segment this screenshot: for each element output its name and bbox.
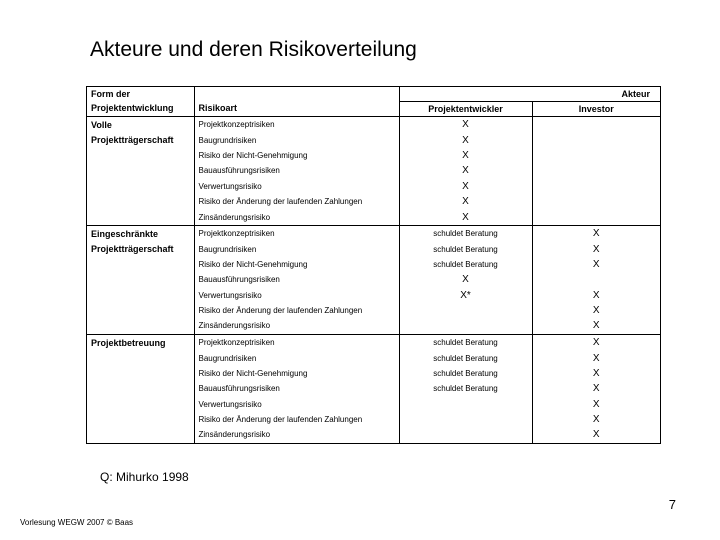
group-label-line1: Eingeschränkte [87, 226, 194, 242]
projektentwickler-cell: X [399, 179, 532, 194]
header-investor: Investor [532, 102, 660, 117]
projektentwickler-cell: schuldet Beratung [399, 366, 532, 381]
risk-type-cell: Projektkonzeptrisiken [194, 335, 399, 351]
table-row [87, 164, 660, 179]
risk-type-cell: Zinsänderungsrisiko [194, 428, 399, 443]
table-row [87, 210, 660, 226]
investor-cell [532, 210, 660, 226]
table-row [87, 319, 660, 335]
investor-cell [532, 148, 660, 163]
investor-cell: X [532, 319, 660, 335]
header-form-line1: Form der [91, 88, 131, 99]
investor-cell [532, 194, 660, 209]
slide-title: Akteure und deren Risikoverteilung [90, 38, 417, 61]
table-row [87, 412, 660, 427]
investor-cell [532, 164, 660, 179]
investor-cell: X [532, 288, 660, 303]
header-form-line2: Projektentwicklung [91, 103, 174, 114]
investor-cell [532, 117, 660, 133]
risk-type-cell: Risiko der Änderung der laufenden Zahlungen [194, 412, 399, 427]
page-number: 7 [668, 497, 676, 512]
table-row [87, 133, 660, 148]
risk-type-cell: Baugrundrisiken [194, 351, 399, 366]
projektentwickler-cell: schuldet Beratung [399, 382, 532, 397]
risk-type-cell: Baugrundrisiken [194, 242, 399, 257]
risk-type-cell: Verwertungsrisiko [194, 397, 399, 412]
table-row [87, 397, 660, 412]
table-row [87, 179, 660, 194]
projektentwickler-cell: X [399, 164, 532, 179]
header-row-1 [87, 87, 660, 102]
table-row [87, 303, 660, 318]
projektentwickler-cell [399, 303, 532, 318]
header-row-2 [87, 102, 660, 117]
projektentwickler-cell: X [399, 194, 532, 209]
risk-type-cell: Projektkonzeptrisiken [194, 117, 399, 133]
investor-cell: X [532, 428, 660, 443]
projektentwickler-cell: schuldet Beratung [399, 335, 532, 351]
risk-type-cell: Risiko der Änderung der laufenden Zahlungen [194, 194, 399, 209]
projektentwickler-cell: schuldet Beratung [399, 257, 532, 272]
risk-type-cell: Verwertungsrisiko [194, 179, 399, 194]
table-row [87, 148, 660, 163]
table-row [87, 428, 660, 443]
investor-cell [532, 133, 660, 148]
table-row [87, 351, 660, 366]
projektentwickler-cell: schuldet Beratung [399, 242, 532, 257]
projektentwickler-cell: schuldet Beratung [399, 351, 532, 366]
investor-cell: X [532, 351, 660, 366]
investor-cell: X [532, 257, 660, 272]
risk-type-cell: Risiko der Änderung der laufenden Zahlungen [194, 303, 399, 318]
projektentwickler-cell [399, 397, 532, 412]
group-label-line1: Projektbetreuung [87, 335, 194, 351]
table-row [87, 366, 660, 381]
header-akteur: Akteur [399, 87, 660, 102]
projektentwickler-cell: schuldet Beratung [399, 226, 532, 242]
investor-cell: X [532, 226, 660, 242]
risk-type-cell: Risiko der Nicht-Genehmigung [194, 257, 399, 272]
investor-cell: X [532, 303, 660, 318]
projektentwickler-cell [399, 428, 532, 443]
risk-type-cell: Risiko der Nicht-Genehmigung [194, 366, 399, 381]
risk-type-cell: Bauausführungsrisiken [194, 382, 399, 397]
risk-table-frame [86, 86, 661, 444]
projektentwickler-cell: X* [399, 288, 532, 303]
table-row [87, 335, 660, 351]
risk-table [87, 87, 660, 443]
investor-cell: X [532, 335, 660, 351]
table-row [87, 288, 660, 303]
risk-type-cell: Zinsänderungsrisiko [194, 210, 399, 226]
projektentwickler-cell: X [399, 273, 532, 288]
investor-cell: X [532, 397, 660, 412]
projektentwickler-cell: X [399, 117, 532, 133]
source-note: Q: Mihurko 1998 [100, 470, 189, 484]
investor-cell [532, 273, 660, 288]
risk-type-cell: Zinsänderungsrisiko [194, 319, 399, 335]
investor-cell [532, 179, 660, 194]
risk-type-cell: Bauausführungsrisiken [194, 273, 399, 288]
table-row [87, 257, 660, 272]
investor-cell: X [532, 366, 660, 381]
risk-type-cell: Bauausführungsrisiken [194, 164, 399, 179]
table-row [87, 382, 660, 397]
table-row [87, 242, 660, 257]
projektentwickler-cell: X [399, 148, 532, 163]
risk-type-cell: Risiko der Nicht-Genehmigung [194, 148, 399, 163]
table-row [87, 273, 660, 288]
footer-text: Vorlesung WEGW 2007 © Baas [20, 518, 134, 527]
risk-type-cell: Baugrundrisiken [194, 133, 399, 148]
projektentwickler-cell [399, 319, 532, 335]
investor-cell: X [532, 412, 660, 427]
risk-type-cell: Projektkonzeptrisiken [194, 226, 399, 242]
table-row [87, 226, 660, 242]
group-label-line2: Projektträgerschaft [91, 135, 174, 146]
header-risikoart: Risikoart [194, 102, 399, 117]
projektentwickler-cell: X [399, 133, 532, 148]
group-label-line1: Volle [87, 117, 194, 133]
table-row [87, 117, 660, 133]
header-projektentwickler: Projektentwickler [399, 102, 532, 117]
risk-type-cell: Verwertungsrisiko [194, 288, 399, 303]
investor-cell: X [532, 242, 660, 257]
projektentwickler-cell [399, 412, 532, 427]
investor-cell: X [532, 382, 660, 397]
table-row [87, 194, 660, 209]
group-label-line2: Projektträgerschaft [91, 244, 174, 255]
projektentwickler-cell: X [399, 210, 532, 226]
